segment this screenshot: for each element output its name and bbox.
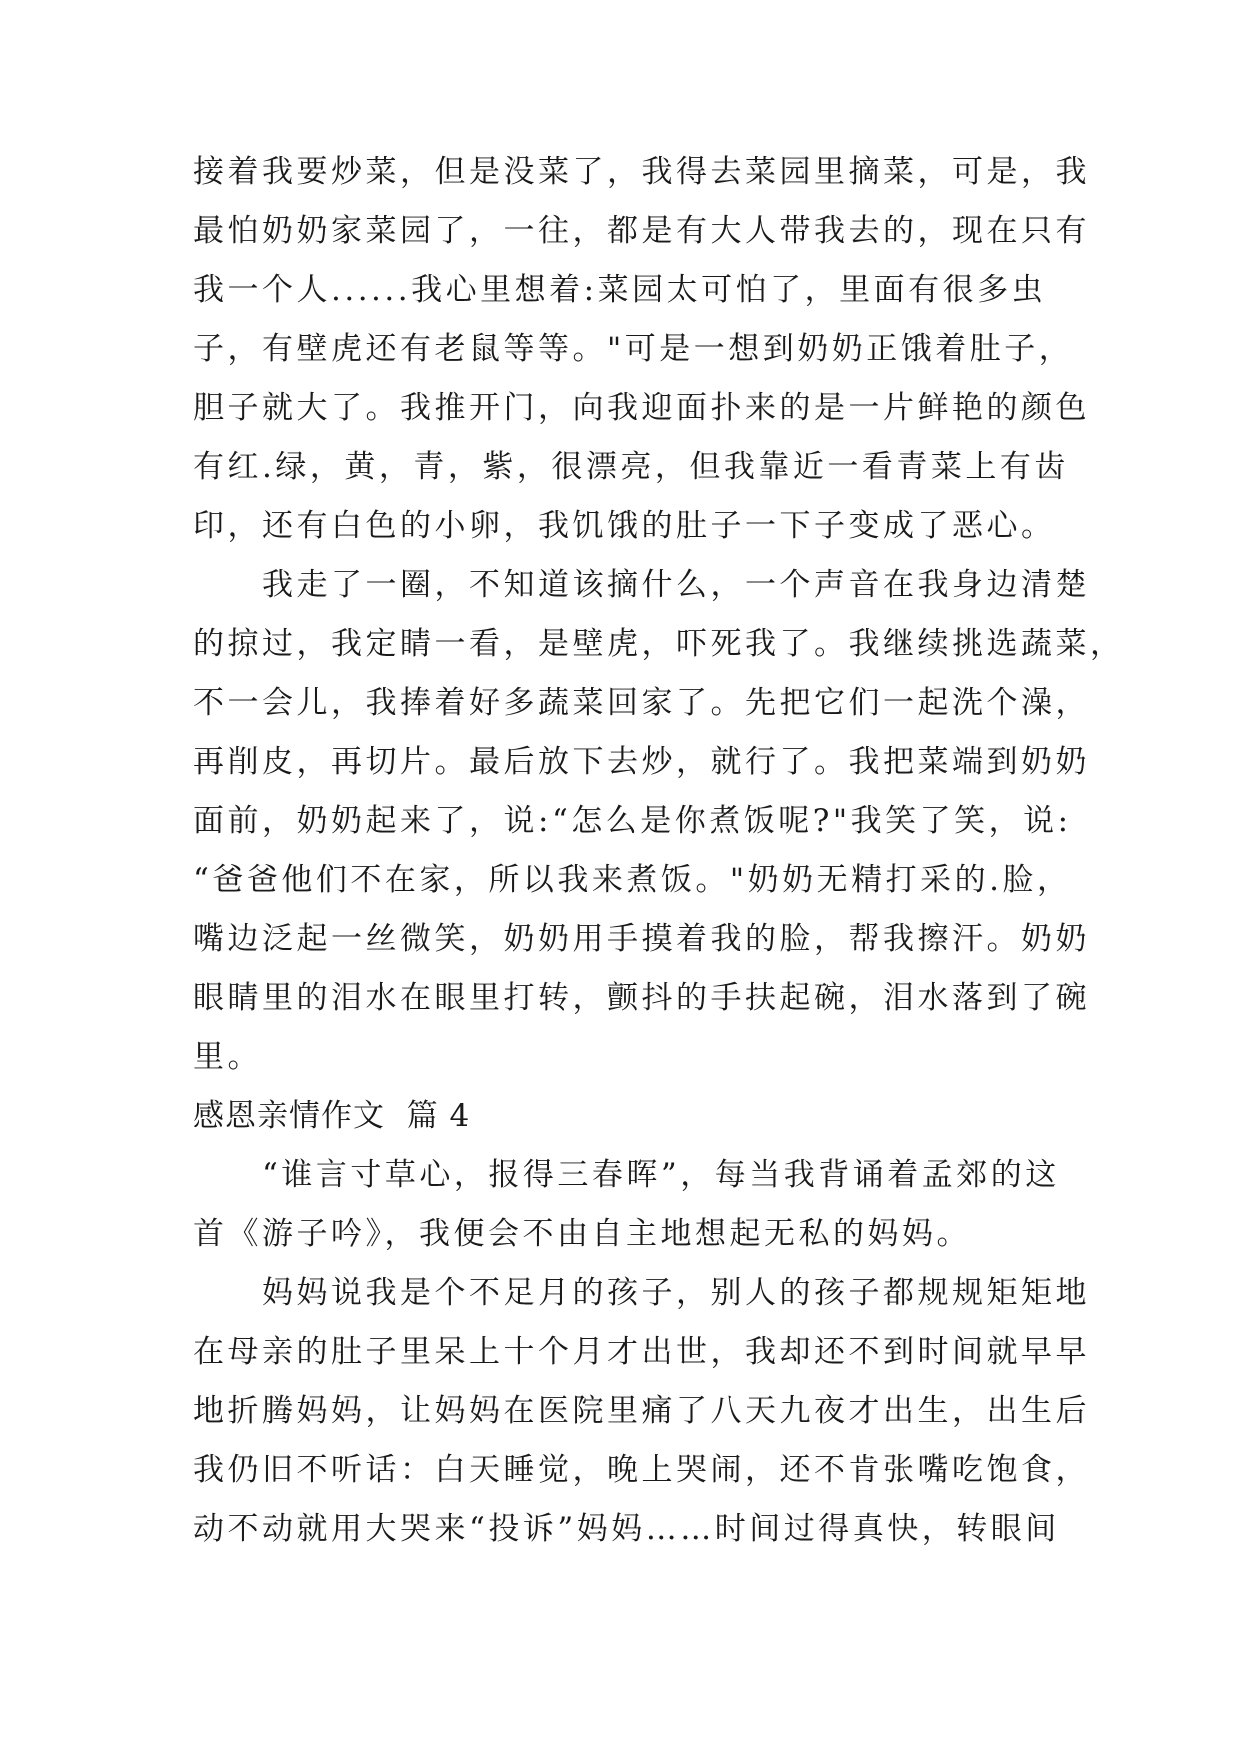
text-line: 地折腾妈妈，让妈妈在医院里痛了八天九夜才出生，出生后 <box>193 1393 1090 1429</box>
section-heading: 感恩亲情作文 篇 4 <box>193 1098 471 1134</box>
text-line: “谁言寸草心，报得三春晖”，每当我背诵着孟郊的这 <box>193 1157 1060 1193</box>
text-line: 接着我要炒菜，但是没菜了，我得去菜园里摘菜，可是，我 <box>193 154 1090 190</box>
text-line: 我走了一圈，不知道该摘什么，一个声音在我身边清楚 <box>193 567 1090 603</box>
text-line: “爸爸他们不在家，所以我来煮饭。"奶奶无精打采的.脸， <box>193 862 1072 898</box>
text-line: 印，还有白色的小卵，我饥饿的肚子一下子变成了恶心。 <box>193 508 1056 544</box>
text-line: 的掠过，我定睛一看，是壁虎，吓死我了。我继续挑选蔬菜， <box>193 626 1125 662</box>
text-line: 我仍旧不听话：白天睡觉，晚上哭闹，还不肯张嘴吃饱食， <box>193 1452 1090 1488</box>
text-line: 最怕奶奶家菜园了，一往，都是有大人带我去的，现在只有 <box>193 213 1090 249</box>
text-line: 不一会儿，我捧着好多蔬菜回家了。先把它们一起洗个澡， <box>193 685 1090 721</box>
text-line: 子，有壁虎还有老鼠等等。"可是一想到奶奶正饿着肚子， <box>193 331 1074 367</box>
text-line: 首《游子吟》，我便会不由自主地想起无私的妈妈。 <box>193 1216 971 1252</box>
text-line: 妈妈说我是个不足月的孩子，别人的孩子都规规矩矩地 <box>193 1275 1090 1311</box>
text-line: 眼睛里的泪水在眼里打转，颤抖的手扶起碗，泪水落到了碗 <box>193 980 1090 1016</box>
text-line: 嘴边泛起一丝微笑，奶奶用手摸着我的脸，帮我擦汗。奶奶 <box>193 921 1090 957</box>
text-line: 胆子就大了。我推开门，向我迎面扑来的是一片鲜艳的颜色 <box>193 390 1090 426</box>
text-line: 在母亲的肚子里呆上十个月才出世，我却还不到时间就早早 <box>193 1334 1090 1370</box>
text-line: 再削皮，再切片。最后放下去炒，就行了。我把菜端到奶奶 <box>193 744 1090 780</box>
text-line: 面前，奶奶起来了，说:“怎么是你煮饭呢?"我笑了笑，说: <box>193 803 1072 839</box>
text-line: 里。 <box>193 1039 262 1075</box>
text-line: 有红.绿，黄，青，紫，很漂亮，但我靠近一看青菜上有齿 <box>193 449 1069 485</box>
text-line: 动不动就用大哭来“投诉”妈妈……时间过得真快，转眼间 <box>193 1511 1060 1547</box>
text-line: 我一个人......我心里想着:菜园太可怕了，里面有很多虫 <box>193 272 1047 308</box>
